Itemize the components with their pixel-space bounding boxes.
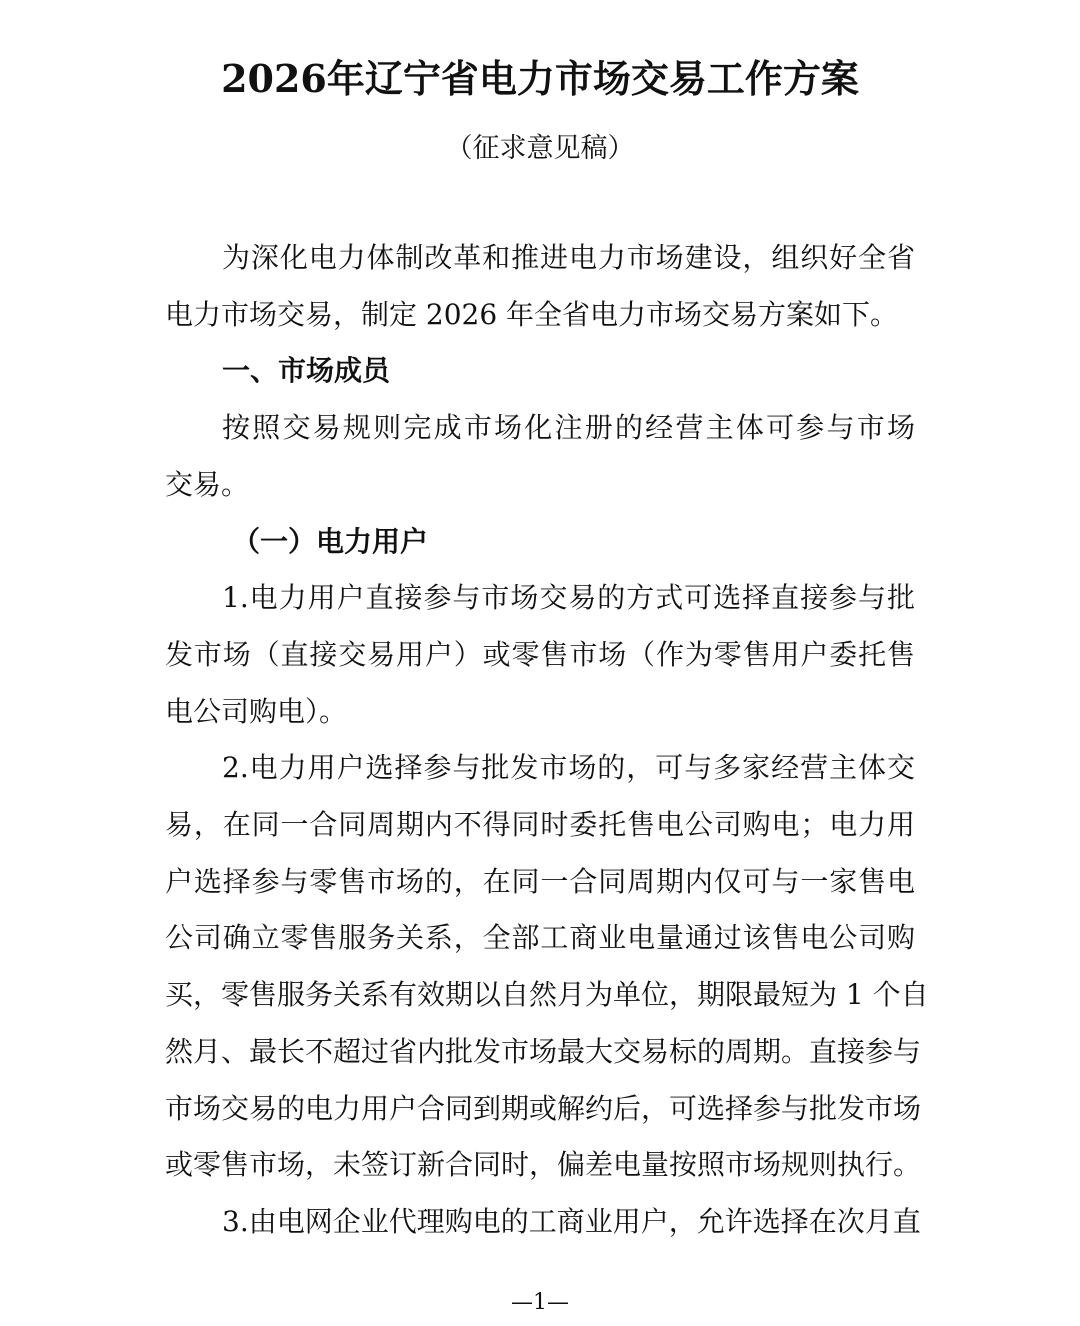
page-number: —1—: [511, 1290, 569, 1315]
body-text-line: 按照交易规则完成市场化注册的经营主体可参与市场: [222, 411, 915, 445]
body-text-line: 电公司购电）。: [165, 694, 348, 728]
body-text-line: 2.电力用户选择参与批发市场的，可与多家经营主体交: [222, 751, 915, 785]
body-text-line: 电力市场交易，制定 2026 年全省电力市场交易方案如下。: [165, 297, 899, 331]
body-text-line: 交易。: [165, 467, 250, 501]
section-heading: 一、市场成员: [222, 354, 391, 388]
body-text-line: 1.电力用户直接参与市场交易的方式可选择直接参与批: [222, 581, 915, 615]
document-subtitle: （征求意见稿）: [445, 133, 635, 164]
body-text-line: 市场交易的电力用户合同到期或解约后，可选择参与批发市场: [165, 1091, 922, 1125]
body-text-line: 公司确立零售服务关系，全部工商业电量通过该售电公司购: [165, 921, 915, 955]
body-text-line: 发市场（直接交易用户）或零售市场（作为零售用户委托售: [165, 637, 915, 671]
body-text-line: 或零售市场，未签订新合同时，偏差电量按照市场规则执行。: [165, 1148, 922, 1182]
body-text-line: 易，在同一合同周期内不得同时委托售电公司购电；电力用: [165, 808, 915, 841]
body-text-line: 买，零售服务关系有效期以自然月为单位，期限最短为 1 个自: [165, 978, 929, 1012]
body-text-line: 3.由电网企业代理购电的工商业用户，允许选择在次月直: [222, 1204, 921, 1238]
body-text-line: 为深化电力体制改革和推进电力市场建设，组织好全省: [222, 241, 915, 274]
body-text-line: 然月、最长不超过省内批发市场最大交易标的周期。直接参与: [165, 1034, 922, 1068]
section-heading: （一）电力用户: [232, 524, 429, 558]
body-text-line: 户选择参与零售市场的，在同一合同周期内仅可与一家售电: [165, 864, 915, 898]
document-title: 2026年辽宁省电力市场交易工作方案: [221, 56, 859, 101]
